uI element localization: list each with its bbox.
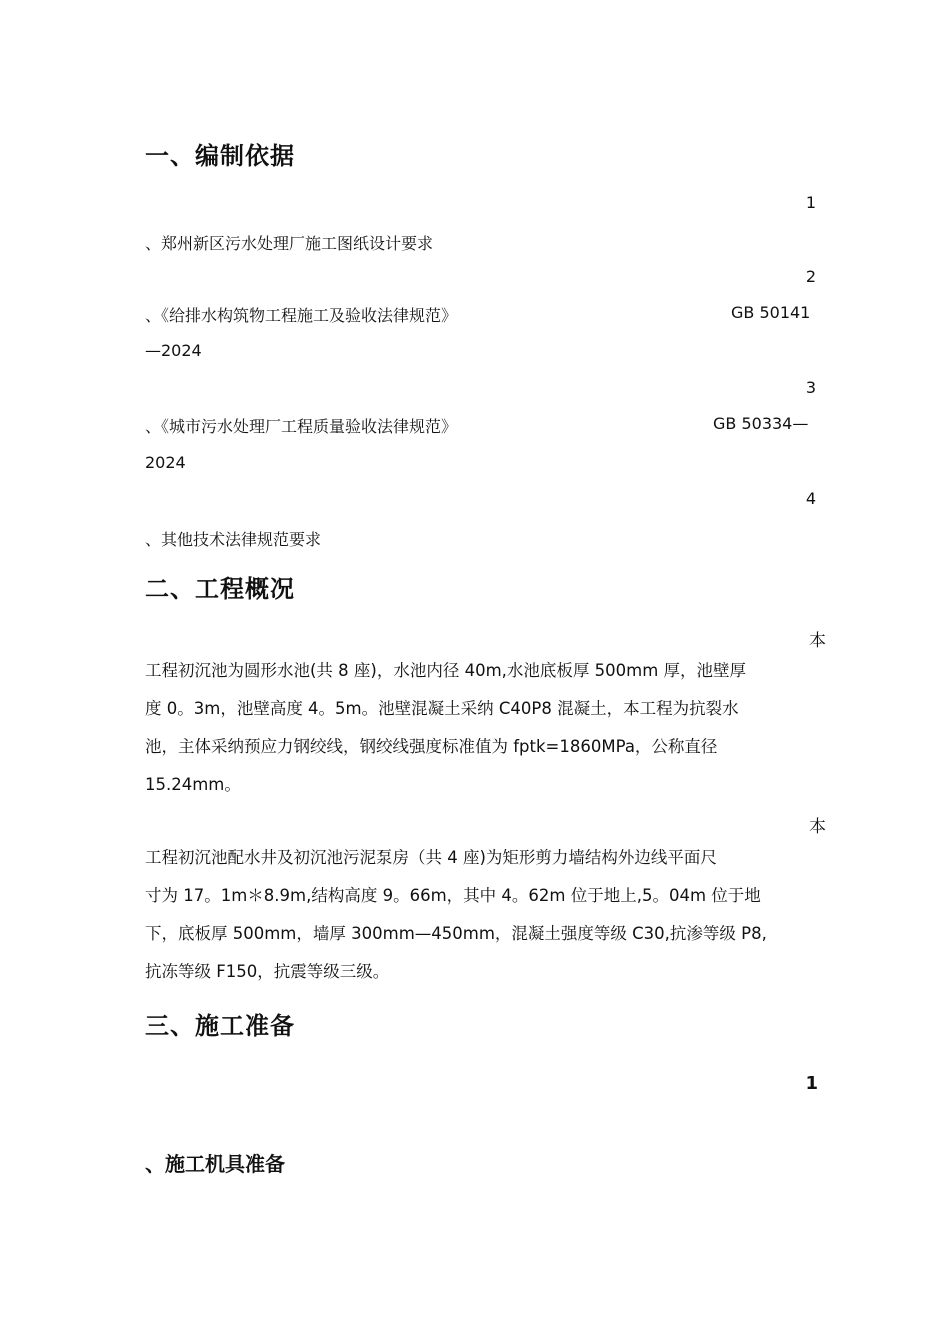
section-title-preparation: 三、施工准备 xyxy=(145,1012,295,1040)
paragraph-line: 寸为 17。1m＊8.9m,结构高度 9。66m，其中 4。62m 位于地上,5。04m 位于地 xyxy=(145,886,761,905)
paragraph-line: 工程初沉池为圆形水池(共 8 座)，水池内径 40m,水池底板厚 500mm 厚，池壁厚 xyxy=(145,661,747,680)
list-item-text: 、郑州新区污水处理厂施工图纸设计要求 xyxy=(145,234,434,253)
list-item-continuation: —2024 xyxy=(145,341,202,360)
section-title-basis: 一、编制依据 xyxy=(145,142,295,170)
paragraph-lead-char: 本 xyxy=(809,817,826,837)
standard-code: GB 50334— xyxy=(713,414,809,433)
paragraph-line: 15.24mm。 xyxy=(145,775,241,794)
paragraph-line: 工程初沉池配水井及初沉池污泥泵房（共 4 座)为矩形剪力墙结构外边线平面尺 xyxy=(145,848,717,867)
list-number: 1 xyxy=(805,193,816,212)
paragraph-line: 下，底板厚 500mm，墙厚 300mm—450mm，混凝土强度等级 C30,抗渗等级 P8, xyxy=(145,924,767,943)
paragraph-overview-2 xyxy=(145,839,808,991)
standard-code: GB 50141 xyxy=(731,303,811,322)
list-item-text: 、《给排水构筑物工程施工及验收法律规范》 xyxy=(145,306,458,325)
paragraph-line: 度 0。3m，池壁高度 4。5m。池壁混凝土采纳 C40P8 混凝土，本工程为抗裂水 xyxy=(145,699,739,718)
section-title-overview: 二、工程概况 xyxy=(145,575,295,603)
list-number: 2 xyxy=(805,267,816,286)
list-item-text: 、其他技术法律规范要求 xyxy=(145,530,322,549)
subsection-number: 1 xyxy=(805,1073,818,1094)
list-item-text: 、《城市污水处理厂工程质量验收法律规范》 xyxy=(145,417,458,436)
list-number: 4 xyxy=(805,489,816,508)
paragraph-lead-char: 本 xyxy=(809,631,826,651)
list-number: 3 xyxy=(805,378,816,397)
paragraph-overview-1 xyxy=(145,652,808,804)
list-item-continuation: 2024 xyxy=(145,453,186,472)
paragraph-line: 池，主体采纳预应力钢绞线，钢绞线强度标准值为 fptk=1860MPa，公称直径 xyxy=(145,737,718,756)
paragraph-line: 抗冻等级 F150，抗震等级三级。 xyxy=(145,962,390,981)
subsection-title: 、施工机具准备 xyxy=(145,1152,285,1176)
